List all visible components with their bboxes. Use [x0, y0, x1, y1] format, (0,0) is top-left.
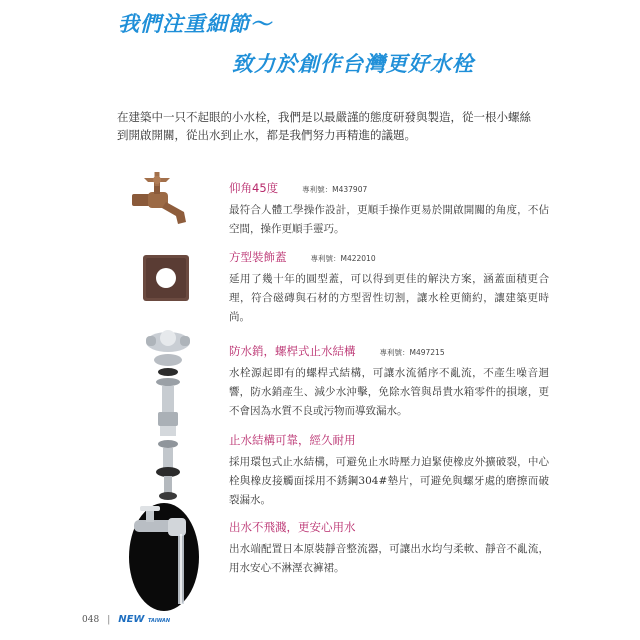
- feature-elevation-angle: [229, 180, 549, 239]
- feature-description: 出水端配置日本原裝靜音整流器，可讓出水均勻柔軟、靜音不亂流，用水安心不淋溼衣褲裙。: [229, 543, 549, 574]
- valve-exploded-image: [138, 326, 198, 502]
- feature-title: 防水銷，螺桿式止水結構: [229, 344, 356, 358]
- feature-reliable-seal: [229, 432, 549, 510]
- feature-description: 採用環包式止水結構，可避免止水時壓力迫緊使橡皮外擴破裂，中心栓與橡皮接觸面採用不銹鋼304#墊片，可避免與螺牙處的磨擦而破裂漏水。: [229, 456, 549, 506]
- feature-square-cover: [229, 249, 549, 327]
- page-number: 048: [82, 614, 100, 625]
- feature-title: 出水不飛濺，更安心用水: [229, 520, 356, 534]
- patent-number: 專利號：M497215: [379, 348, 445, 357]
- feature-description: 延用了幾十年的圓型蓋，可以得到更佳的解決方案，涵蓋面積更合理，符合磁磚與石材的方型習性切割，讓水栓更簡約，讓建築更時尚。: [229, 273, 549, 323]
- footer-separator: |: [107, 614, 111, 625]
- intro-paragraph: 在建築中一只不起眼的小水栓，我們是以最嚴謹的態度研發與製造，從一根小螺絲到開啟開關，從出水到止水，都是我們努力再精進的議題。: [117, 110, 531, 142]
- water-flow-image: [128, 502, 200, 612]
- square-cover-image: [142, 254, 190, 302]
- page-footer: [82, 614, 170, 625]
- feature-title: 仰角45度: [229, 181, 279, 195]
- brand-name: NEW: [118, 614, 145, 625]
- headline-line-2: 致力於創作台灣更好水栓: [232, 52, 474, 76]
- brand-logo: [118, 614, 170, 625]
- headline-line-1: 我們注重細節～: [118, 12, 272, 36]
- feature-description: 最符合人體工學操作設計，更順手操作更易於開啟開關的角度，不佔空間，操作更順手靈巧。: [229, 204, 549, 235]
- feature-waterproof-pin: [229, 343, 549, 421]
- feature-description: 水栓源起即有的螺桿式結構，可讓水流循序不亂流，不產生噪音迴響，防水銷產生、減少水沖擊，免除水管與昂貴水箱零件的損壞，更不會因為水質不良或污物而導致漏水。: [229, 367, 549, 417]
- patent-number: 專利號：M422010: [310, 254, 376, 263]
- patent-number: 專利號：M437907: [302, 185, 368, 194]
- feature-title: 止水結構可靠，經久耐用: [229, 433, 356, 447]
- feature-title: 方型裝飾蓋: [229, 250, 287, 264]
- bronze-faucet-image: [128, 172, 198, 236]
- feature-no-splash: [229, 519, 549, 578]
- brand-sub: TAIWAN: [147, 618, 171, 624]
